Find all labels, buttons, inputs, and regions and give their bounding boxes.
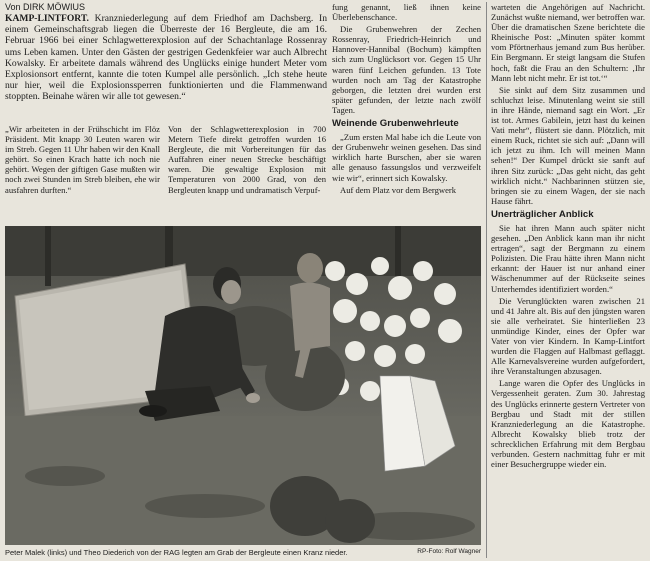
subheading: Unerträglicher Anblick xyxy=(491,208,594,220)
paragraph: Sie sinkt auf dem Sitz zusammen und schluchzt leise. Minutenlang weint sie still in ihre Hände, niemand sagt ein Wort. „Er ist tot. Armes Gabilein, jetzt hast du keinen Vati mehr“, flüstert sie dann. Plötzlich, mit einem Ruck, richtet sie sich auf: „Dann will ich jetzt zu ihm. Ich will meinen Mann sehen!“ Der Kumpel drückt sie sanft auf ihren Sitz zurück: „Das geht nicht, das geht wirklich nicht.“ Nachbarinnen stützen sie, bringen sie zu einem Wagen, der sie nach Hause fährt. xyxy=(491,84,645,206)
caption-text: Peter Malek (links) und Theo Diederich von der RAG legten am Grab der Bergleute einen Kranz nieder. xyxy=(5,548,348,557)
paragraph: „Zum ersten Mal habe ich die Leute von der Grubenwehr weinen gesehen. Das sind wirklich harte Burschen, aber sie waren alle genauso fassungslos und verzweifelt wie wir“, erinnert sich Kowalsky. xyxy=(332,132,481,183)
subheading: Weinende Grubenwehrleute xyxy=(332,118,459,130)
article-column-1 xyxy=(5,124,160,197)
paragraph: Von der Schlagwetterexplosion in 700 Metern Tiefe direkt getroffen wurden 16 Bergleute, die mit Vorbereitungen für das Auffahren einer neuen Strecke beschäftigt waren. Die gewaltige Explosion mit Temperaturen von 2000 Grad, von den Bergleuten knapp und undramatisch Verpuf- xyxy=(168,124,326,195)
paragraph: Die Grubenwehren der Zechen Rossenray, Friedrich-Heinrich und Hannover-Hannibal (Bochum) kämpften sich zum Unglücksort vor. Gegen 15 Uhr waren fünf Leichen gefunden. 13 Tote wurden noch am Tag der Katastrophe geborgen, die letzten drei wurden erst später gefunden, der letzte nach zwölf Tagen. xyxy=(332,24,481,115)
article-column-2 xyxy=(168,124,326,197)
paragraph: warteten die Angehörigen auf Nachricht. Zunächst wußte niemand, wer betroffen war. Über die dramatischen Szene berichtete die Rheinische Post: „Minuten später kommt vom Pförtnerhaus jemand zum Bus herüber. Ein Bergmann. Er steigt langsam die Stufen hoch, faßt die Frau an den Schultern: ‚Ihr Mann lebt nicht mehr. Er ist tot.‘“ xyxy=(491,2,645,83)
article-column-4 xyxy=(491,2,645,471)
photo-caption xyxy=(5,548,481,557)
lead-text: Kranzniederlegung auf dem Friedhof am Dachsberg. In einem Gemeinschaftsgrab liegen die Überreste der 16 Bergleute, die am 16. Februar 1966 bei einer Schlagwetterexplosion auf der Schachtanlage Rossenray ums Leben kamen. Unter den Gästen der gestrigen Gedenkfeier war auch Albrecht Kowalsky. Er arbeitete damals während des Unglücks einige hundert Meter vom Explosionsort entfernt, kannte die toten Kumpel alle persönlich. „Ich stehe heute nur hier, weil die Explosionssperren funktionierten und die Flammenwand stoppten. Beinahe wären wir alle tot gewesen.“ xyxy=(5,13,327,103)
article-lead xyxy=(5,13,327,103)
dateline: KAMP-LINTFORT. xyxy=(5,13,89,24)
byline: Von DIRK MÖWIUS xyxy=(5,2,86,12)
news-photo xyxy=(5,226,481,545)
paragraph: Sie hat ihren Mann auch später nicht gesehen. „Den Anblick kann man ihr nicht ertragen“, sagt der Bergmann zu einem Polizisten. Die Frau hätte ihren Mann nicht erkannt: der Hauer ist nur anhand einer Wäschenummer auf der Rückseite seines Unterhemdes identifiziert worden.“ xyxy=(491,222,645,294)
article-column-3 xyxy=(332,2,481,197)
column-divider xyxy=(486,2,487,558)
paragraph: Die Verunglückten waren zwischen 21 und 41 Jahre alt. Bis auf den jüngsten waren sie alle verheiratet. Sie hinterließen 23 unmündige Kinder, eines der Opfer war Vater von vier Kindern. In Kamp-Lintfort wurden die Flaggen auf Halbmast geflaggt. Alle Karnevalsvereine wurden aufgefordert, ihre Veranstaltungen abzusagen. xyxy=(491,295,645,377)
paragraph: Auf dem Platz vor dem Bergwerk xyxy=(340,184,457,195)
photo-credit: RP-Foto: Rolf Wagner xyxy=(417,548,481,555)
paragraph: „Wir arbeiteten in der Frühschicht im Flöz Präsident. Mit knapp 30 Leuten waren wir im Streb. Gegen 11 Uhr haben wir den Knall gehört. So einen Krach hatte ich noch nie gehört. Wegen der giftigen Gase mußten wir noch zwei Stunden im Streb bleiben, ehe wir ausfahren durften.“ xyxy=(5,124,160,195)
paragraph: Lange waren die Opfer des Unglücks in Vergessenheit geraten. Zum 30. Jahrestag des Unglücks erinnerte gestern Vertreter von Bergbau und Stadt mit der stillen Kranzniederlegung an die Katastrophe. Albrecht Kowalsky blieb trotz der schrecklichen Erfahrung mit dem Bergbau verbunden. Gestern nachmittag fuhr er mit einer Besuchergruppe wieder ein. xyxy=(491,378,645,470)
paragraph: fung genannt, ließ ihnen keine Überlebenschance. xyxy=(332,2,481,23)
photo-illustration xyxy=(5,226,481,545)
